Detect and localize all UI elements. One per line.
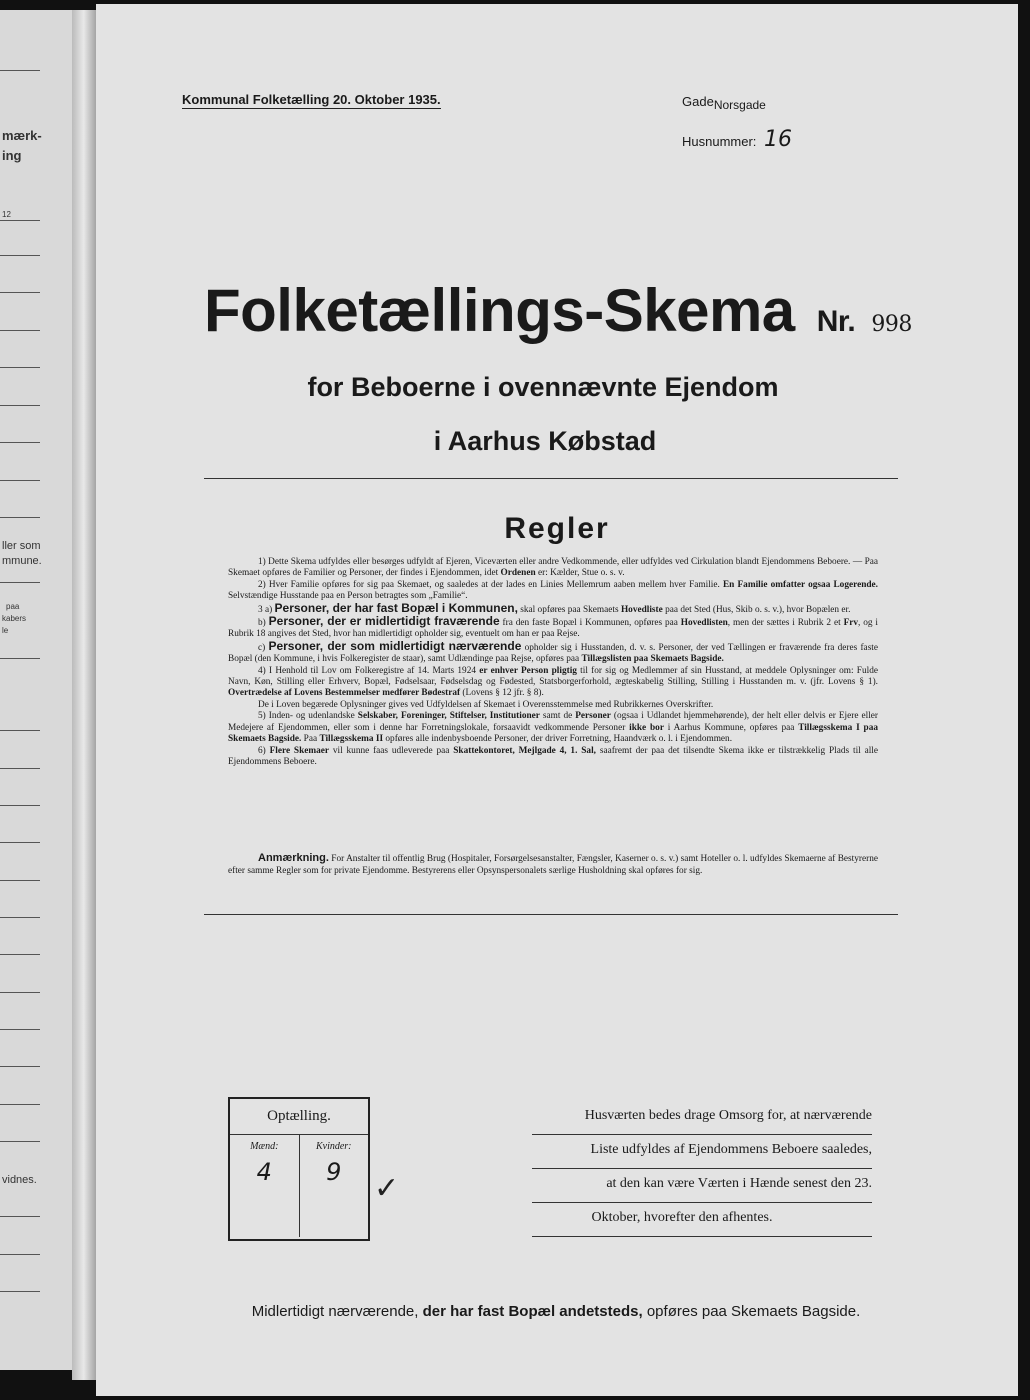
text-run: Selskaber, Foreninger, Stiftelser, Institutioner	[357, 711, 540, 722]
left-rule	[0, 70, 40, 71]
address-block	[682, 94, 792, 170]
form-number-value: 998	[871, 312, 912, 337]
text-run: opholder sig i Husstanden, d. v. s. Personer, der ved Tællingen er fraværende fra deres faste Bopæl (den Kommune, i hvis Folkeregister de staar), samt Udlændinge paa Rejse, opføres paa	[228, 642, 879, 665]
text-run: Paa	[301, 734, 320, 745]
check-mark-icon: ✓	[374, 1171, 400, 1206]
text-run: Personer, der er midlertidigt fraværende	[268, 614, 500, 629]
street-row	[682, 94, 792, 112]
text-run: , og i Rubrik 18 angives det Sted, hvor han midlertidigt opholder sig, eventuelt om han er paa Rejse.	[228, 618, 879, 640]
text-run: 2) Hver Familie opføres for sig paa Skemaet, og saaledes at der lades en Linies Mellemrum aaben mellem hver Familie.	[258, 579, 723, 590]
text-run: vil kunne faas udleverede paa	[329, 745, 454, 756]
left-fragment: ing	[2, 148, 22, 163]
notice-line: Liste udfyldes af Ejendommens Beboere saaledes,	[532, 1142, 872, 1169]
house-number-label: Husnummer:	[682, 134, 757, 149]
subtitle-residents: for Beboerne i ovennævnte Ejendom	[307, 372, 779, 402]
left-fragment: mærk-	[2, 128, 42, 143]
text-run: Personer	[575, 711, 611, 722]
rule-4	[228, 666, 878, 700]
left-rule	[0, 880, 40, 881]
form-title	[204, 276, 912, 345]
text-run: (Lovens § 12 jfr. § 8).	[460, 688, 544, 699]
left-rule	[0, 292, 40, 293]
text-run: Hovedliste	[620, 604, 663, 615]
form-title-main: Folketællings-Skema	[204, 277, 795, 344]
text-run: paa det Sted (Hus, Skib o. s. v.), hvor Bopælen er.	[662, 604, 851, 615]
text-run: opføres alle indenbysboende Personer, der driver Forretning, Haandværk o. l. i Ejendommen.	[383, 734, 733, 745]
left-rule	[0, 1291, 40, 1292]
subtitle-municipality: i Aarhus Købstad	[433, 426, 657, 456]
house-number-row	[682, 127, 792, 152]
left-rule	[0, 367, 40, 368]
rule-1	[228, 557, 878, 580]
notice-line: at den kan være Værten i Hænde senest den 23.	[532, 1176, 872, 1203]
left-rule	[0, 992, 40, 993]
text-run: 1) Dette Skema udfyldes eller besørges udfyldt af Ejeren, Viceværten eller andre Vedkommende, eller udfyldes ved Cirkulation blandt Ejendommens Beboere. — Paa Skemaet opføres de Familier og Personer, der findes i Ejendommen, idet	[228, 557, 878, 579]
footer-instruction	[206, 1303, 906, 1320]
left-rule	[0, 582, 40, 583]
text-run: ikke bor	[629, 722, 664, 733]
street-value: Norsgade	[713, 98, 766, 112]
text-run: Tillægsskema II	[319, 734, 384, 745]
remark-label: Anmærkning.	[258, 852, 329, 864]
divider-top	[204, 478, 898, 479]
left-rule	[0, 842, 40, 843]
street-label: Gade	[682, 94, 714, 109]
rules-text	[228, 557, 878, 768]
tally-women-column	[299, 1135, 369, 1237]
text-run: samt de	[539, 711, 576, 722]
census-form-page	[96, 4, 1018, 1396]
text-run: Personer, der har fast Bopæl i Kommunen,	[274, 600, 518, 615]
left-rule	[0, 442, 40, 443]
rule-5	[228, 711, 878, 745]
text-run: Midlertidigt nærværende,	[251, 1303, 423, 1320]
tally-men-value: 4	[256, 1158, 272, 1186]
house-number-value: 16	[764, 127, 793, 152]
left-fragment: mmune.	[2, 555, 42, 567]
text-run: Ordenen	[500, 568, 536, 579]
notice-line: Oktober, hvorefter den afhentes.	[532, 1210, 872, 1237]
text-run: i Aarhus Kommune, opføres paa	[663, 722, 799, 733]
left-fragment: le	[2, 626, 9, 635]
text-run: er: Kælder, Stue o. s. v.	[535, 568, 625, 579]
left-rule	[0, 730, 40, 731]
left-rule	[0, 1216, 40, 1217]
left-rule	[0, 805, 40, 806]
left-fragment: vidnes.	[2, 1174, 37, 1186]
left-fragment: kabers	[2, 614, 27, 623]
rules-heading: Regler	[504, 512, 610, 545]
census-header: Kommunal Folketælling 20. Oktober 1935.	[182, 92, 441, 107]
text-run: fra den faste Bopæl i Kommunen, opføres paa	[499, 618, 681, 629]
text-run: b)	[258, 618, 269, 629]
text-run: Overtrædelse af Lovens Bestemmelser medfører Bødestraf	[228, 688, 461, 699]
text-run: De i Loven begærede Oplysninger gives ved Udfyldelsen af Skemaet i Overensstemmelse med Rubrikkernes Overskrifter.	[258, 699, 714, 710]
left-rule	[0, 917, 40, 918]
rule-6	[228, 746, 878, 769]
left-rule	[0, 658, 40, 659]
text-run: Selvstændige Husstande paa en Person betragtes som „Familie“.	[228, 591, 468, 602]
text-run: Skattekontoret, Mejlgade 4, 1. Sal,	[453, 745, 596, 756]
tally-women-value: 9	[326, 1158, 342, 1186]
text-run: (ogsaa i Udlandet hjemmehørende), der helt eller delvis er Ejere eller Medejere af Ejendommen, eller som i denne har Forretningslokale, forsaavidt vedkommende Personer	[228, 711, 878, 733]
divider-bottom	[204, 914, 898, 915]
left-rule	[0, 405, 40, 406]
text-run: er enhver Person pligtig	[479, 665, 577, 676]
tally-caption: Optælling.	[230, 1108, 368, 1135]
text-run: der har fast Bopæl andetsteds,	[422, 1303, 643, 1320]
text-run: Frv	[843, 618, 859, 629]
landlord-notice	[532, 1108, 872, 1244]
text-run: , men der sættes i Rubrik 2 et	[727, 618, 844, 629]
text-run: c)	[258, 642, 269, 653]
book-spine	[72, 10, 98, 1380]
left-fragment: paa	[6, 602, 20, 611]
text-run: Hovedlisten	[680, 618, 728, 629]
text-run: 4) I Henhold til Lov om Folkeregistre af 14. Marts 1924	[258, 665, 480, 676]
form-number-label: Nr.	[816, 305, 856, 338]
left-rule	[0, 255, 40, 256]
text-run: skal opføres paa Skemaets	[517, 604, 621, 615]
text-run: En Familie omfatter ogsaa Logerende.	[722, 579, 878, 590]
text-run: Personer, der som midlertidigt nærværende	[268, 638, 522, 653]
tally-women-label: Kvinder:	[315, 1141, 352, 1152]
left-fragment: 12	[2, 210, 11, 219]
left-rule	[0, 517, 40, 518]
text-run: Tillægslisten paa Skemaets Bagside.	[581, 654, 724, 665]
rule-4-note	[228, 700, 878, 711]
text-run: saafremt der paa det tilsendte Skema ikke er tilstrækkelig Plads til alle Ejendommens Beboere.	[228, 745, 878, 767]
text-run: Tillægsskema I paa Skemaets Bagside.	[228, 722, 878, 745]
rule-3c	[228, 638, 879, 666]
text-run: 3 a)	[258, 604, 275, 615]
left-rule	[0, 954, 40, 955]
left-rule	[0, 768, 40, 769]
left-rule	[0, 1104, 40, 1105]
left-rule	[0, 1254, 40, 1255]
remark-text: For Anstalter til offentlig Brug (Hospitaler, Forsørgelsesanstalter, Fængsler, Kaserner o. s. v.) samt Hoteller o. l. udfyldes Skemaerne af Bestyrerne efter samme Regler som for private Ejendomme. Bestyrerens eller Opsynspersonalets særlige Husholdning skal opføres for sig.	[228, 854, 878, 876]
text-run: 5) Inden- og udenlandske	[258, 711, 358, 722]
left-rule	[0, 220, 40, 221]
rule-2	[228, 580, 878, 603]
left-rule	[0, 1141, 40, 1142]
text-run: Flere Skemaer	[269, 745, 330, 756]
left-rule	[0, 1066, 40, 1067]
notice-line: Husværten bedes drage Omsorg for, at nærværende	[532, 1108, 872, 1135]
tally-men-label: Mænd:	[250, 1141, 279, 1152]
text-run: 6)	[258, 745, 270, 756]
remark-paragraph	[228, 852, 878, 877]
tally-men-column	[230, 1135, 299, 1237]
left-fragment: ller som	[2, 540, 41, 552]
text-run: opføres paa Skemaets Bagside.	[642, 1303, 861, 1320]
left-rule	[0, 330, 40, 331]
text-run: til for sig og Medlemmer af sin Husstand, at meddele Oplysninger om: Fulde Navn, Køn, Stilling eller Erhverv, Bopæl, Fødselsaar, Fødselsdag og Fødested, Statsborgerforhold, ægteskabelig Stilling, Stilling i Husstanden m. v. (jfr. Lovens § 1).	[228, 665, 878, 688]
left-rule	[0, 1029, 40, 1030]
rule-3b	[228, 616, 878, 641]
tally-box	[228, 1097, 370, 1241]
left-rule	[0, 480, 40, 481]
